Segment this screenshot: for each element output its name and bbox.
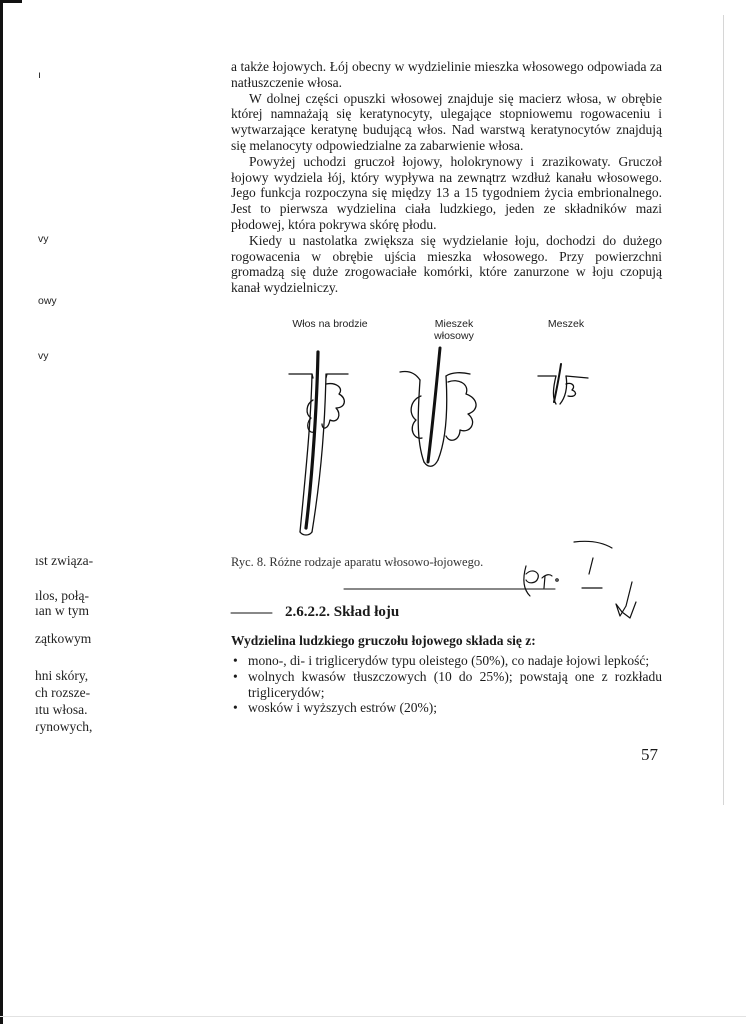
list-item: • wolnych kwasów tłuszczowych (10 do 25%); powstają one z rozkładu triglicerydów; (231, 669, 662, 701)
section-heading: 2.6.2.2. Skład łoju (285, 604, 400, 620)
body-paragraph: Kiedy u nastolatka zwiększa się wydzielanie łoju, dochodzi do dużego rogowacenia w obrębie ujścia mieszka włosowego. Przy powierzchni gromadzą się duże zrogowaciałe komórki, które zanurzone w łoju czopują kanał wydzielniczy. (231, 232, 662, 296)
list-item: • wosków i wyższych estrów (20%); (231, 700, 662, 716)
body-paragraph: W dolnej części opuszki włosowej znajduje się macierz włosa, w obrębie której namnażają się keratynocyty, ulegające stopniowemu rogowaceniu i wytwarzające keratynę budującą włos. Nad warstwą keratynocytów znajdują się melanocyty odpowiedzialne za zabarwienie włosa. (231, 90, 662, 153)
figure-label-beard-hair: Włos na brodzie (292, 318, 368, 330)
figure-label-hair-follicle: Mieszek włosowy (434, 318, 474, 342)
body-paragraph: Powyżej uchodzi gruczoł łojowy, holokrynowy i zrazikowaty. Gruczoł łojowy wydziela łój, który wypływa na zewnątrz wzdłuż kanału włosowego. Jego funkcja rozpoczyna się między 13 a 15 tygodniem życia embrionalnego. Jest to pierwsza wydzielina ciała ludzkiego, jeden ze składników mazi płodowej, która pokrywa skórę płodu. (231, 153, 662, 232)
prev-fragment: owy (38, 295, 57, 307)
figure-caption: Ryc. 8. Różne rodzaje aparatu włosowo-łojowego. (231, 555, 484, 569)
prev-fragment: ıan w tym (35, 603, 89, 618)
prev-fragment: ch rozsze- (35, 685, 91, 700)
hair-follicle-drawing (400, 348, 476, 466)
prev-fragment: vy (38, 350, 49, 362)
sebum-composition-list (231, 653, 662, 716)
beard-hair-drawing (289, 352, 348, 535)
list-item: • mono-, di- i triglicerydów typu oleistego (50%), co nadaje łojowi lepkość; (231, 653, 662, 669)
figure-label-vellus: Meszek (547, 318, 585, 330)
prev-fragment: ı (38, 69, 41, 81)
vellus-drawing (538, 364, 588, 404)
prev-fragment: hni skóry, (35, 668, 89, 683)
prev-fragment: vy (38, 233, 49, 245)
section-intro: Wydzielina ludzkiego gruczołu łojowego składa się z: (231, 633, 536, 648)
body-paragraph: a także łojowych. Łój obecny w wydzielinie mieszka włosowego odpowiada za natłuszczenie włosa. (231, 59, 662, 90)
prev-fragment: zątkowym (35, 631, 92, 646)
prev-fragment: ıtu włosa. (35, 702, 88, 717)
prev-fragment: ɾynowych, (35, 719, 93, 734)
prev-fragment: ılos, połą- (35, 588, 89, 603)
page-number: 57 (641, 745, 658, 764)
prev-fragment: ıst związa- (35, 553, 94, 568)
